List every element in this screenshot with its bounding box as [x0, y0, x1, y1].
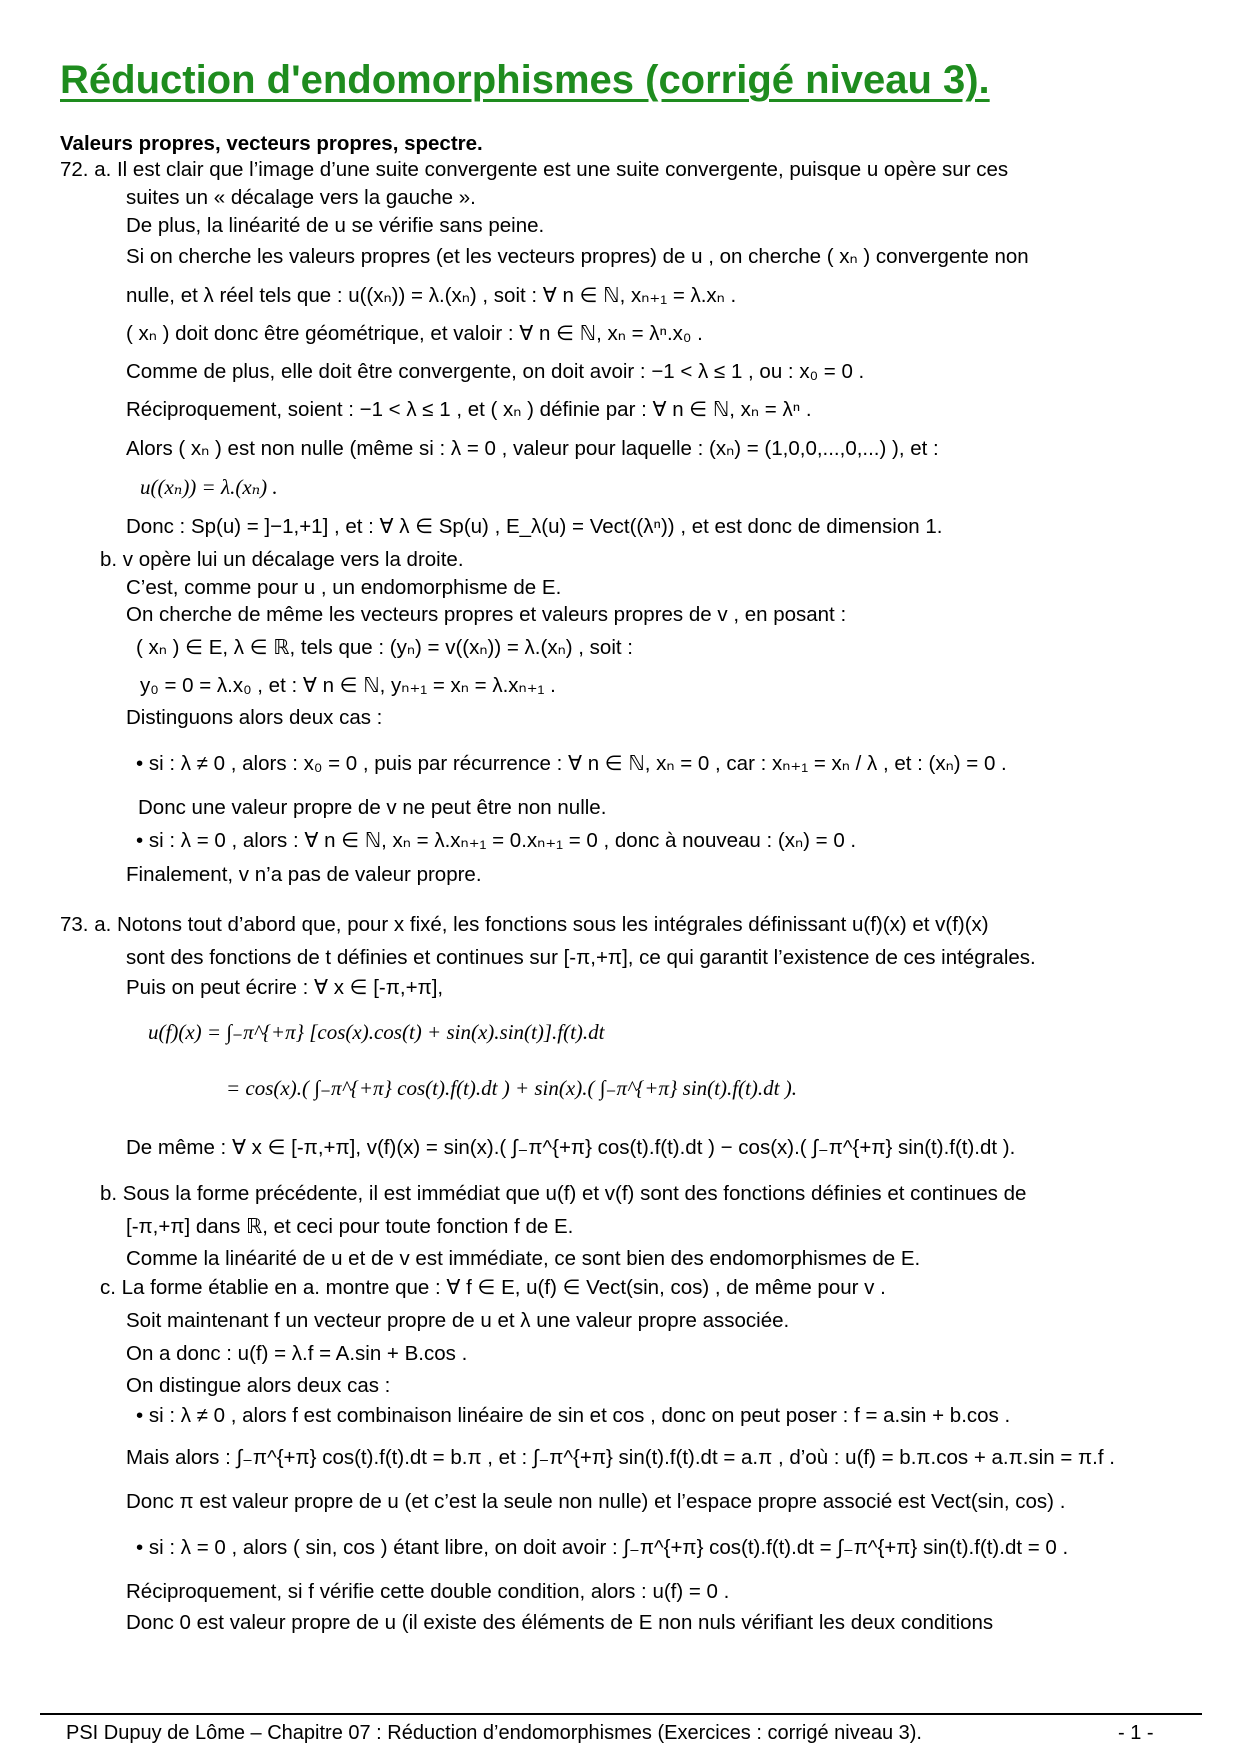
text-line: Donc 0 est valeur propre de u (il existe des éléments de E non nuls vérifiant les deux conditions	[126, 1611, 994, 1634]
text-line: ( xₙ ) doit donc être géométrique, et valoir : ∀ n ∈ ℕ, xₙ = λⁿ.x₀ .	[126, 322, 703, 345]
text-line: 73. a. Notons tout d’abord que, pour x fixé, les fonctions sous les intégrales définissant u(f)(x) et v(f)(x)	[60, 913, 989, 936]
text-line: Réciproquement, si f vérifie cette double condition, alors : u(f) = 0 .	[126, 1580, 730, 1603]
footer-text: PSI Dupuy de Lôme – Chapitre 07 : Réduction d’endomorphismes (Exercices : corrigé niveau 3).	[66, 1722, 922, 1744]
text-line: • si : λ ≠ 0 , alors : x₀ = 0 , puis par récurrence : ∀ n ∈ ℕ, xₙ = 0 , car : xₙ₊₁ = xₙ / λ , et : (xₙ) = 0 .	[136, 752, 1007, 775]
text-line: • si : λ = 0 , alors : ∀ n ∈ ℕ, xₙ = λ.xₙ₊₁ = 0.xₙ₊₁ = 0 , donc à nouveau : (xₙ) = 0 .	[136, 829, 857, 852]
text-line: De plus, la linéarité de u se vérifie sans peine.	[126, 214, 545, 237]
text-line: Finalement, v n’a pas de valeur propre.	[126, 863, 482, 886]
text-line: nulle, et λ réel tels que : u((xₙ)) = λ.(xₙ) , soit : ∀ n ∈ ℕ, xₙ₊₁ = λ.xₙ .	[126, 284, 737, 307]
text-line: Soit maintenant f un vecteur propre de u et λ une valeur propre associée.	[126, 1309, 790, 1332]
page-title: Réduction d'endomorphismes (corrigé niveau 3).	[60, 58, 990, 102]
text-line: Puis on peut écrire : ∀ x ∈ [-π,+π],	[126, 976, 444, 999]
page-number: - 1 -	[1118, 1722, 1154, 1744]
text-line: suites un « décalage vers la gauche ».	[126, 186, 476, 209]
math-line: u(f)(x) = ∫₋π^{+π} [cos(x).cos(t) + sin(x).sin(t)].f(t).dt	[148, 1020, 605, 1044]
section-heading: Valeurs propres, vecteurs propres, spectre.	[60, 132, 483, 155]
footer-divider	[40, 1713, 1202, 1715]
text-line: c. La forme établie en a. montre que : ∀ f ∈ E, u(f) ∈ Vect(sin, cos) , de même pour v .	[100, 1276, 886, 1299]
text-line: ( xₙ ) ∈ E, λ ∈ ℝ, tels que : (yₙ) = v((xₙ)) = λ.(xₙ) , soit :	[136, 636, 633, 659]
text-line: b. Sous la forme précédente, il est immédiat que u(f) et v(f) sont des fonctions définies et continues de	[100, 1182, 1027, 1205]
text-line: • si : λ ≠ 0 , alors f est combinaison linéaire de sin et cos , donc on peut poser : f = a.sin + b.cos .	[136, 1404, 1011, 1427]
text-line: On a donc : u(f) = λ.f = A.sin + B.cos .	[126, 1342, 468, 1365]
text-line: Comme la linéarité de u et de v est immédiate, ce sont bien des endomorphismes de E.	[126, 1247, 921, 1270]
text-line: Distinguons alors deux cas :	[126, 706, 383, 729]
text-line: b. v opère lui un décalage vers la droite.	[100, 548, 464, 571]
math-line: u((xₙ)) = λ.(xₙ) .	[140, 475, 278, 499]
math-line: = cos(x).( ∫₋π^{+π} cos(t).f(t).dt ) + sin(x).( ∫₋π^{+π} sin(t).f(t).dt ).	[226, 1076, 797, 1100]
text-line: [-π,+π] dans ℝ, et ceci pour toute fonction f de E.	[126, 1215, 574, 1238]
text-line: Mais alors : ∫₋π^{+π} cos(t).f(t).dt = b.π , et : ∫₋π^{+π} sin(t).f(t).dt = a.π , d’où : u(f) = b.π.cos + a.π.sin = π.f .	[126, 1446, 1115, 1469]
text-line: On cherche de même les vecteurs propres et valeurs propres de v , en posant :	[126, 603, 847, 626]
text-line: Alors ( xₙ ) est non nulle (même si : λ = 0 , valeur pour laquelle : (xₙ) = (1,0,0,...,0,...) ), et :	[126, 437, 939, 460]
text-line: C’est, comme pour u , un endomorphisme de E.	[126, 576, 562, 599]
text-line: De même : ∀ x ∈ [-π,+π], v(f)(x) = sin(x).( ∫₋π^{+π} cos(t).f(t).dt ) − cos(x).( ∫₋π^{+π} sin(t).f(t).dt ).	[126, 1136, 1016, 1159]
text-line: On distingue alors deux cas :	[126, 1374, 391, 1397]
text-line: y₀ = 0 = λ.x₀ , et : ∀ n ∈ ℕ, yₙ₊₁ = xₙ = λ.xₙ₊₁ .	[140, 674, 556, 697]
text-line: Donc une valeur propre de v ne peut être non nulle.	[138, 796, 607, 819]
text-line: Comme de plus, elle doit être convergente, on doit avoir : −1 < λ ≤ 1 , ou : x₀ = 0 .	[126, 360, 865, 383]
text-line: Si on cherche les valeurs propres (et les vecteurs propres) de u , on cherche ( xₙ ) convergente non	[126, 245, 1029, 268]
text-line: 72. a. Il est clair que l’image d’une suite convergente est une suite convergente, puisque u opère sur ces	[60, 158, 1009, 181]
text-line: Réciproquement, soient : −1 < λ ≤ 1 , et ( xₙ ) définie par : ∀ n ∈ ℕ, xₙ = λⁿ .	[126, 398, 812, 421]
text-line: Donc π est valeur propre de u (et c’est la seule non nulle) et l’espace propre associé est Vect(sin, cos) .	[126, 1490, 1066, 1513]
text-line: Donc : Sp(u) = ]−1,+1] , et : ∀ λ ∈ Sp(u) , E_λ(u) = Vect((λⁿ)) , et est donc de dimension 1.	[126, 515, 943, 538]
text-line: • si : λ = 0 , alors ( sin, cos ) étant libre, on doit avoir : ∫₋π^{+π} cos(t).f(t).dt = ∫₋π^{+π} sin(t).f(t).dt = 0 .	[136, 1536, 1069, 1559]
text-line: sont des fonctions de t définies et continues sur [-π,+π], ce qui garantit l’existence de ces intégrales.	[126, 946, 1036, 969]
